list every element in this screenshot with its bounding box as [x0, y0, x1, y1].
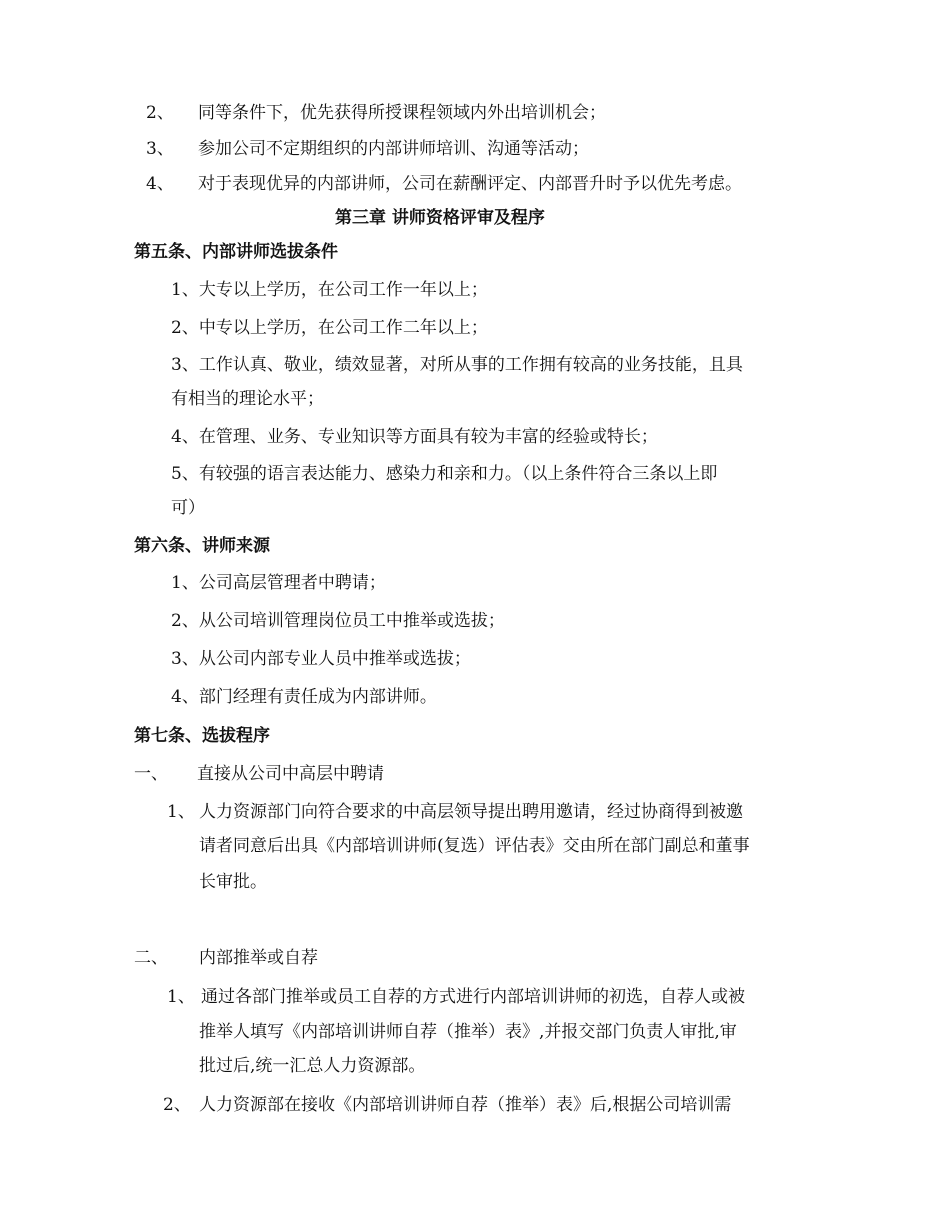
article-item: 5、有较强的语言表达能力、感染力和亲和力。（以上条件符合三条以上即: [171, 464, 718, 484]
article-heading: 第六条、讲师来源: [134, 536, 270, 556]
section-title: 内部推举或自荐: [199, 948, 318, 968]
paragraph-line: 批过后,统一汇总人力资源部。: [199, 1056, 426, 1076]
article-item: 1、公司高层管理者中聘请；: [171, 573, 386, 593]
paragraph-line: 请者同意后出具《内部培训讲师(复选）评估表》交由所在部门副总和董事: [199, 836, 750, 856]
article-item: 2、中专以上学历，在公司工作二年以上；: [171, 318, 488, 338]
list-number: 1、: [167, 987, 195, 1007]
paragraph-line: 长审批。: [199, 872, 267, 892]
article-heading: 第五条、内部讲师选拔条件: [134, 242, 338, 262]
article-item: 4、在管理、业务、专业知识等方面具有较为丰富的经验或特长；: [171, 427, 658, 447]
list-number: 2、: [146, 103, 174, 123]
article-item: 2、从公司培训管理岗位员工中推举或选拔；: [171, 611, 505, 631]
chapter-title: 第三章 讲师资格评审及程序: [335, 208, 545, 228]
paragraph-line: 人力资源部门向符合要求的中高层领导提出聘用邀请，经过协商得到被邀: [199, 802, 743, 822]
article-heading: 第七条、选拔程序: [134, 726, 270, 746]
section-number: 一、: [134, 764, 168, 784]
article-item: 3、工作认真、敬业，绩效显著，对所从事的工作拥有较高的业务技能，且具: [171, 355, 743, 375]
paragraph-line: 人力资源部在接收《内部培训讲师自荐（推举）表》后,根据公司培训需: [199, 1095, 732, 1115]
section-title: 直接从公司中高层中聘请: [197, 764, 384, 784]
paragraph-line: 通过各部门推举或员工自荐的方式进行内部培训讲师的初选，自荐人或被: [201, 987, 745, 1007]
list-item-text: 参加公司不定期组织的内部讲师培训、沟通等活动；: [198, 139, 589, 159]
list-item-text: 同等条件下，优先获得所授课程领域内外出培训机会；: [198, 103, 606, 123]
article-item-continuation: 可）: [171, 498, 205, 518]
section-number: 二、: [134, 948, 168, 968]
article-item-continuation: 有相当的理论水平；: [171, 389, 324, 409]
list-number: 2、: [163, 1095, 191, 1115]
article-item: 1、大专以上学历，在公司工作一年以上；: [171, 280, 488, 300]
paragraph-line: 推举人填写《内部培训讲师自荐（推举）表》,并报交部门负责人审批,审: [199, 1022, 737, 1042]
list-number: 3、: [146, 139, 174, 159]
article-item: 3、从公司内部专业人员中推举或选拔；: [171, 649, 471, 669]
list-number: 1、: [167, 802, 195, 822]
article-item: 4、部门经理有责任成为内部讲师。: [171, 687, 437, 707]
list-number: 4、: [146, 174, 174, 194]
list-item-text: 对于表现优异的内部讲师，公司在薪酬评定、内部晋升时予以优先考虑。: [198, 174, 742, 194]
